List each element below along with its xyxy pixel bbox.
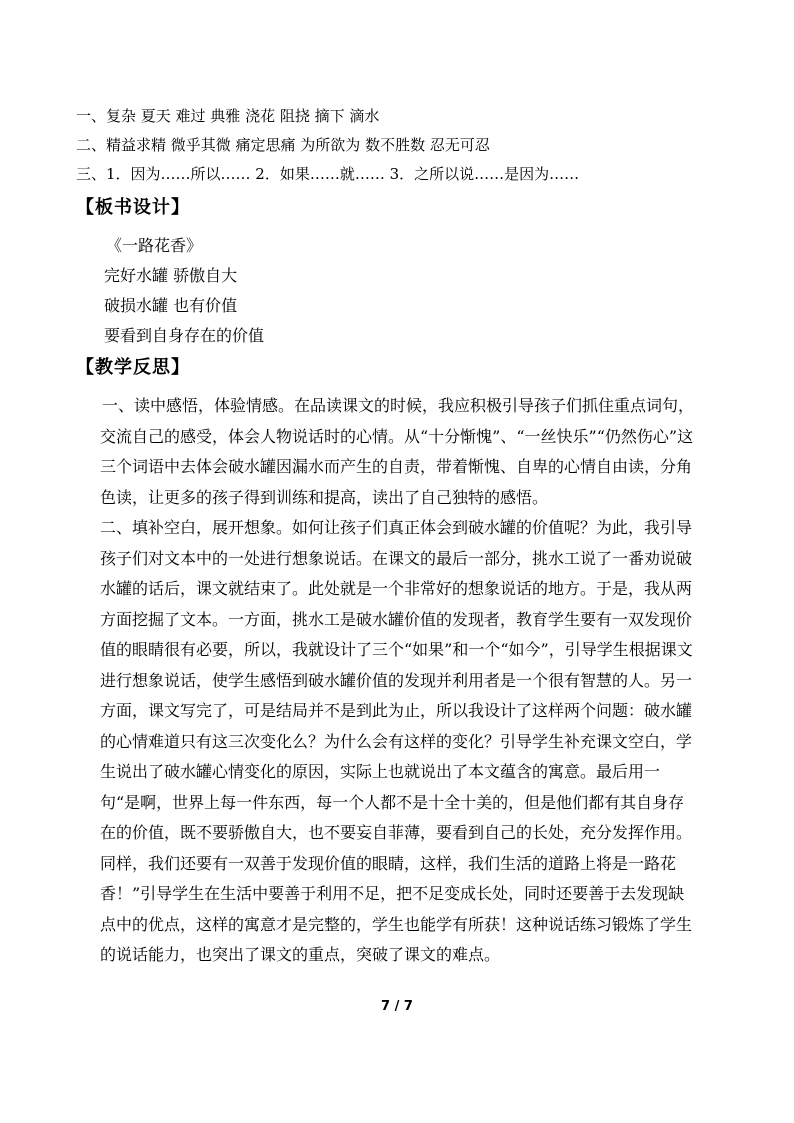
reflection-body xyxy=(100,391,698,513)
reflection-heading: 【教学反思】 xyxy=(76,357,190,378)
board-row-1: 完好水罐 骄傲自大 xyxy=(104,266,238,285)
answer-line-1: 一、复杂 夏天 难过 典雅 浇花 阻挠 摘下 滴水 xyxy=(76,107,380,125)
reflection-paragraph-1: 一、读中感悟，体验情感。在品读课文的时候，我应积极引导孩子们抓住重点词句，交流自己的感受，体会人物说话时的心情。从“十分惭愧”、“一丝快乐”“仍然伤心”这三个词语中去体会破水罐因漏水而产生的自责，带着惭愧、自卑的心情自由读，分角色读，让更多的孩子得到训练和提高，读出了自己独特的感悟。 xyxy=(100,396,695,507)
board-title: 《一路花香》 xyxy=(106,236,203,255)
reflection-paragraph-2: 二、填补空白，展开想象。如何让孩子们真正体会到破水罐的价值呢？为此，我引导孩子们对文本中的一处进行想象说话。在课文的最后一部分，挑水工说了一番劝说破水罐的话后，课文就结束了。此处就是一个非常好的想象说话的地方。于是，我从两方面挖掘了文本。一方面，挑水工是破水罐价值的发现者，教育学生要有一双发现价值的眼睛很有必要，所以，我就设计了三个“如果”和一个“如今”，引导学生根据课文进行想象说话，使学生感悟到破水罐价值的发现并利用者是一个很有智慧的人。另一方面，课文写完了，可是结局并不是到此为止，所以我设计了这样两个问题：破水罐的心情难道只有这三次变化么？为什么会有这样的变化？引导学生补充课文空白，学生说出了破水罐心情变化的原因，实际上也就说出了本文蕴含的寓意。最后用一句“是啊，世界上每一件东西，每一个人都不是十全十美的，但是他们都有其自身存在的价值，既不要骄傲自大，也不要妄自菲薄，要看到自己的长处，充分发挥作用。同样，我们还要有一双善于发现价值的眼睛，这样，我们生活的道路上将是一路花香！”引导学生在生活中要善于利用不足，把不足变成长处，同时还要善于去发现缺点中的优点，这样的寓意才是完整的，学生也能学有所获！这种说话练习锻炼了学生的说话能力，也突出了课文的重点，突破了课文的难点。 xyxy=(100,518,693,964)
board-row-3: 要看到自身存在的价值 xyxy=(104,326,265,345)
board-design-heading: 【板书设计】 xyxy=(76,197,190,218)
board-row-2: 破损水罐 也有价值 xyxy=(104,296,238,315)
reflection-body-2 xyxy=(100,513,698,971)
page-number: 7 / 7 xyxy=(381,999,413,1014)
answer-line-2: 二、精益求精 微乎其微 痛定思痛 为所欲为 数不胜数 忍无可忍 xyxy=(76,136,490,154)
answer-line-3: 三、1．因为……所以…… 2．如果……就…… 3．之所以说……是因为…… xyxy=(76,165,580,183)
